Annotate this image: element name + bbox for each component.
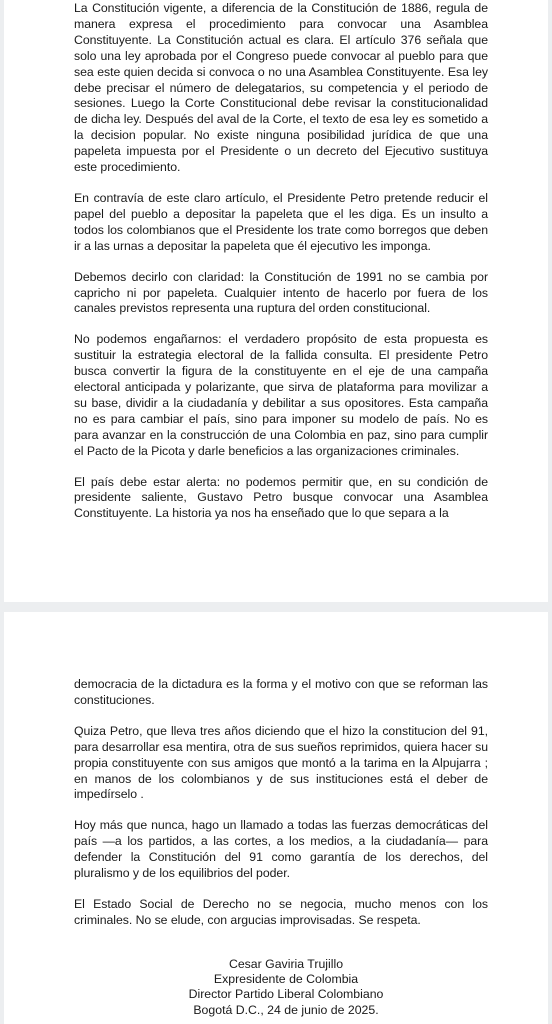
signature-place-date: Bogotá D.C., 24 de junio de 2025. [193, 1002, 379, 1017]
paragraph-alert: El país debe estar alerta: no podemos permitir que, en su condición de presidente saliente, Gustavo Petro busque convocar una Asamblea Constituyente. La historia ya nos ha enseñado que lo que separa a la [74, 474, 488, 521]
paragraph-social-state: El Estado Social de Derecho no se negocia, mucho menos con los criminales. No se elude, con argucias improvisadas. Se respeta. [74, 896, 488, 927]
signature-role-director: Director Partido Liberal Colombiano [188, 987, 384, 1002]
document-page-1 [4, 0, 548, 602]
paragraph-petro-papeleta: En contravía de este claro artículo, el Presidente Petro pretende reducir el papel del pueblo a depositar la papeleta que el les diga. Es un insulto a todos los colombianos que el Presidente los trate como borregos que deben ir a las urnas a depositar la papeleta que él ejecutivo les imponga. [74, 190, 488, 253]
signature-role-expresident: Expresidente de Colombia [213, 972, 359, 987]
signature-name: Cesar Gaviria Trujillo [228, 956, 344, 971]
paragraph-own-constituent: Quiza Petro, que lleva tres años diciendo que el hizo la constitucion del 91, para desarrollar esa mentira, otra de sus sueños reprimidos, quiera hacer su propia constituyente con sus amigos que montó a la tarima en la Alpujarra ; en manos de los colombianos y de sus instituciones está el deber de impedírselo . [74, 723, 488, 802]
paragraph-democracy-form: democracia de la dictadura es la forma y el motivo con que se reforman las constituciones. [74, 677, 488, 707]
paragraph-constitution-procedure: La Constitución vigente, a diferencia de la Constitución de 1886, regula de manera expresa el procedimiento para convocar una Asamblea Constituyente. La Constitución actual es clara. El artículo 376 señala que solo una ley aprobada por el Congreso puede convocar al pueblo para que sea este quien decida si convoca o no una Asamblea Constituyente. Esa ley debe precisar el número de delegatarios, su competencia y el periodo de sesiones. Luego la Corte Constitucional debe revisar la constitucionalidad de dicha ley. Después del aval de la Corte, el texto de esa ley es sometido a la decision popular. No existe ninguna posibilidad jurídica de que una papeleta impuesta por el Presidente o un decreto del Ejecutivo sustituya este procedimiento. [74, 1, 488, 175]
paragraph-true-purpose: No podemos engañarnos: el verdadero propósito de esta propuesta es sustituir la estrategia electoral de la fallida consulta. El presidente Petro busca convertir la figura de la constituyente en el eje de una campaña electoral anticipada y polarizante, que sirva de plataforma para movilizar a su base, dividir a la ciudadanía y debilitar a sus opositores. Esta campaña no es para cambiar el país, sino para imponer su modelo de país. No es para avanzar en la construcción de una Colombia en paz, sino para cumplir el Pacto de la Picota y darle beneficios a las organizaciones criminales. [74, 332, 488, 458]
paragraph-call-to-forces: Hoy más que nunca, hago un llamado a todas las fuerzas democráticas del país —a los partidos, a las cortes, a los medios, a la ciudadanía— para defender la Constitución del 91 como garantía de los derechos, del pluralismo y de los equilibrios del poder. [74, 818, 488, 881]
paragraph-clarity: Debemos decirlo con claridad: la Constitución de 1991 no se cambia por capricho ni por papeleta. Cualquier intento de hacerlo por fuera de los canales previstos representa una ruptura del orden constitucional. [74, 269, 488, 316]
signature-block [74, 957, 488, 1018]
document-page-2 [4, 612, 548, 1024]
